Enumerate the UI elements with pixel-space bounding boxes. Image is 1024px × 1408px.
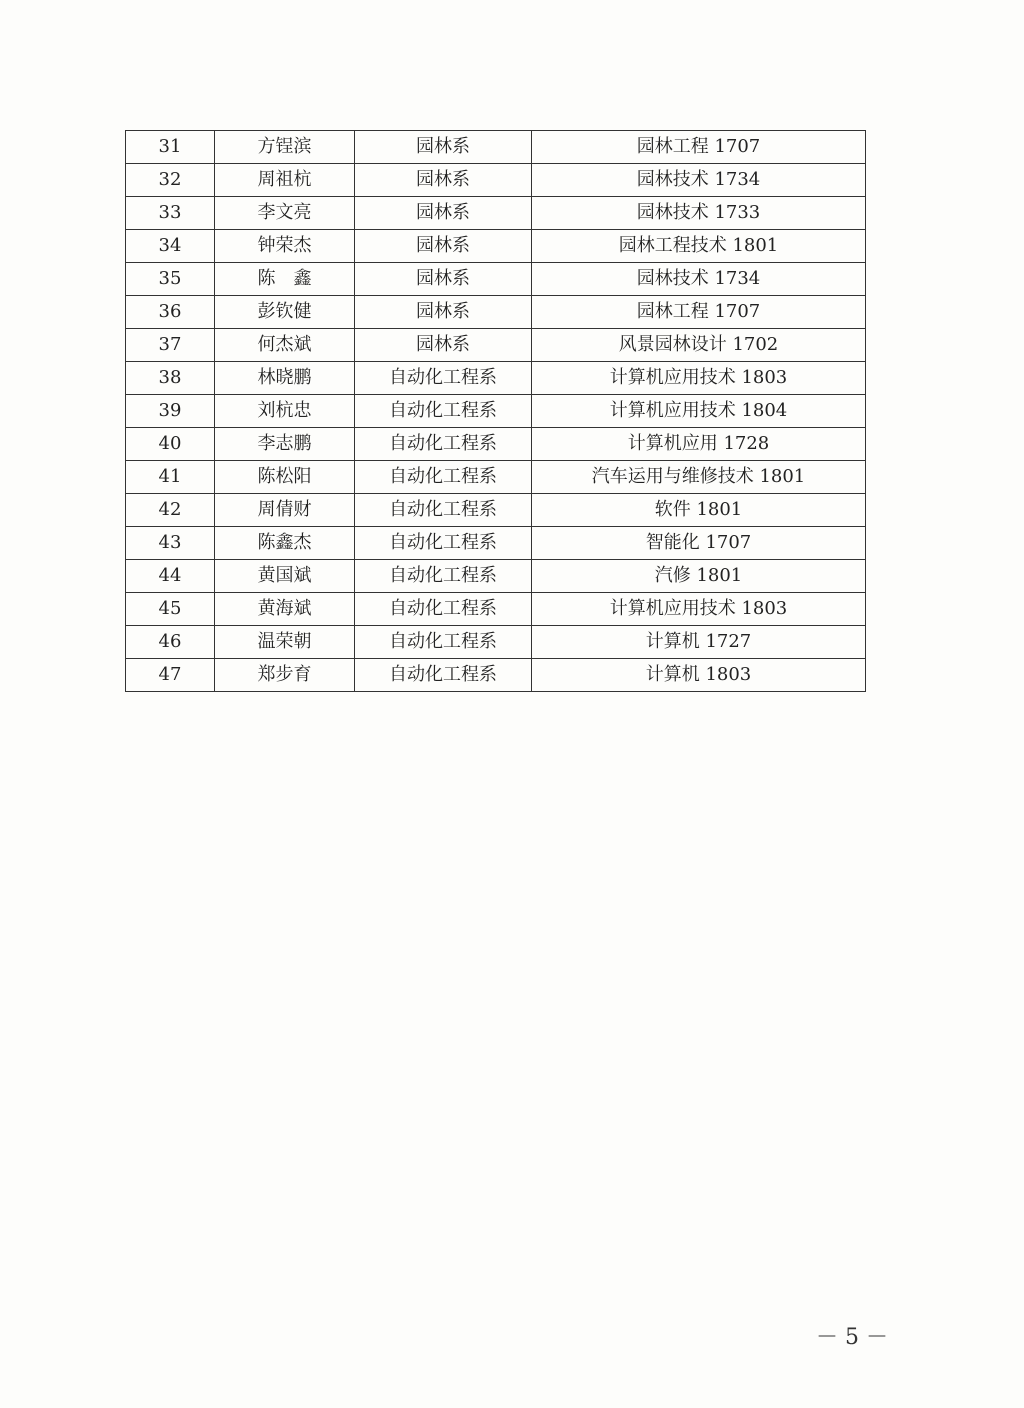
department-cell: 自动化工程系: [355, 626, 532, 659]
table-row: [126, 593, 866, 626]
student-name-cell: 周祖杭: [215, 164, 355, 197]
row-number-cell: 41: [126, 461, 215, 494]
department-cell: 自动化工程系: [355, 593, 532, 626]
student-name-cell: 何杰斌: [215, 329, 355, 362]
row-number-cell: 44: [126, 560, 215, 593]
class-cell: 计算机应用技术 1803: [532, 362, 866, 395]
department-cell: 园林系: [355, 329, 532, 362]
row-number-cell: 42: [126, 494, 215, 527]
table-row: [126, 329, 866, 362]
department-cell: 园林系: [355, 263, 532, 296]
row-number-cell: 45: [126, 593, 215, 626]
student-name-cell: 陈 鑫: [215, 263, 355, 296]
class-cell: 智能化 1707: [532, 527, 866, 560]
row-number-cell: 34: [126, 230, 215, 263]
department-cell: 园林系: [355, 197, 532, 230]
department-cell: 园林系: [355, 296, 532, 329]
row-number-cell: 35: [126, 263, 215, 296]
class-cell: 园林技术 1734: [532, 263, 866, 296]
department-cell: 自动化工程系: [355, 428, 532, 461]
row-number-cell: 32: [126, 164, 215, 197]
class-cell: 园林技术 1733: [532, 197, 866, 230]
table-row: [126, 230, 866, 263]
table-row: [126, 362, 866, 395]
student-name-cell: 温荣朝: [215, 626, 355, 659]
table-row: [126, 395, 866, 428]
row-number-cell: 38: [126, 362, 215, 395]
row-number-cell: 31: [126, 131, 215, 164]
roster-table-body: [126, 131, 866, 692]
department-cell: 自动化工程系: [355, 494, 532, 527]
student-name-cell: 周倩财: [215, 494, 355, 527]
table-row: [126, 659, 866, 692]
department-cell: 自动化工程系: [355, 461, 532, 494]
table-row: [126, 560, 866, 593]
table-row: [126, 263, 866, 296]
student-name-cell: 李志鹏: [215, 428, 355, 461]
class-cell: 园林工程 1707: [532, 296, 866, 329]
table-row: [126, 197, 866, 230]
class-cell: 汽车运用与维修技术 1801: [532, 461, 866, 494]
row-number-cell: 37: [126, 329, 215, 362]
student-name-cell: 陈松阳: [215, 461, 355, 494]
department-cell: 自动化工程系: [355, 362, 532, 395]
class-cell: 园林技术 1734: [532, 164, 866, 197]
table-row: [126, 131, 866, 164]
student-name-cell: 钟荣杰: [215, 230, 355, 263]
class-cell: 园林工程 1707: [532, 131, 866, 164]
row-number-cell: 39: [126, 395, 215, 428]
row-number-cell: 33: [126, 197, 215, 230]
table-row: [126, 296, 866, 329]
department-cell: 园林系: [355, 164, 532, 197]
class-cell: 计算机应用 1728: [532, 428, 866, 461]
student-name-cell: 林晓鹏: [215, 362, 355, 395]
row-number-cell: 47: [126, 659, 215, 692]
row-number-cell: 43: [126, 527, 215, 560]
class-cell: 园林工程技术 1801: [532, 230, 866, 263]
row-number-cell: 40: [126, 428, 215, 461]
student-name-cell: 郑步育: [215, 659, 355, 692]
class-cell: 汽修 1801: [532, 560, 866, 593]
table-row: [126, 494, 866, 527]
department-cell: 自动化工程系: [355, 395, 532, 428]
student-name-cell: 方锃滨: [215, 131, 355, 164]
table-row: [126, 461, 866, 494]
class-cell: 计算机 1803: [532, 659, 866, 692]
row-number-cell: 36: [126, 296, 215, 329]
department-cell: 园林系: [355, 230, 532, 263]
table-row: [126, 626, 866, 659]
class-cell: 计算机 1727: [532, 626, 866, 659]
student-name-cell: 黄海斌: [215, 593, 355, 626]
class-cell: 风景园林设计 1702: [532, 329, 866, 362]
student-name-cell: 刘杭忠: [215, 395, 355, 428]
class-cell: 软件 1801: [532, 494, 866, 527]
department-cell: 园林系: [355, 131, 532, 164]
class-cell: 计算机应用技术 1803: [532, 593, 866, 626]
student-name-cell: 陈鑫杰: [215, 527, 355, 560]
department-cell: 自动化工程系: [355, 659, 532, 692]
table-row: [126, 428, 866, 461]
page-number: － 5 －: [816, 1325, 888, 1350]
row-number-cell: 46: [126, 626, 215, 659]
student-name-cell: 黄国斌: [215, 560, 355, 593]
table-row: [126, 527, 866, 560]
department-cell: 自动化工程系: [355, 560, 532, 593]
class-cell: 计算机应用技术 1804: [532, 395, 866, 428]
department-cell: 自动化工程系: [355, 527, 532, 560]
roster-table: [125, 130, 866, 692]
table-row: [126, 164, 866, 197]
student-name-cell: 李文亮: [215, 197, 355, 230]
student-name-cell: 彭钦健: [215, 296, 355, 329]
